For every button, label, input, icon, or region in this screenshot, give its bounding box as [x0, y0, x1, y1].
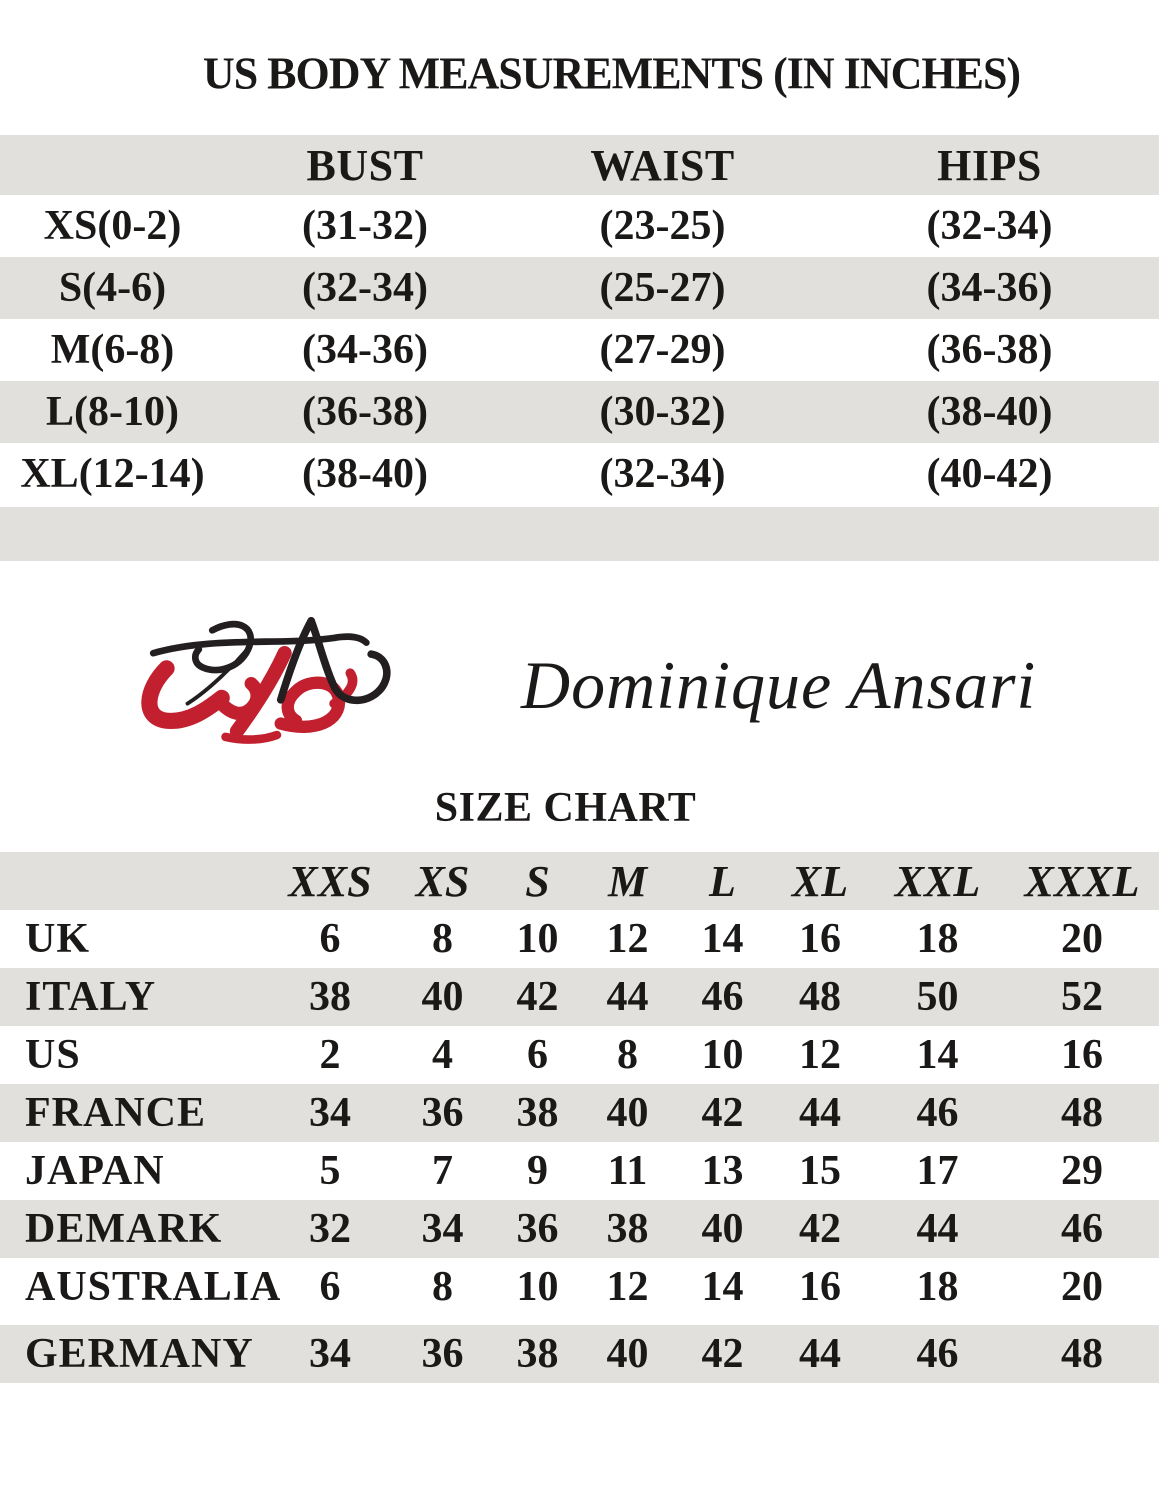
table-row-japan — [0, 1142, 1159, 1200]
value-cell: 16 — [799, 1264, 841, 1310]
value-cell: (32-34) — [599, 451, 726, 497]
value-cell: 40 — [606, 1331, 649, 1377]
value-cell: 18 — [916, 1264, 959, 1310]
value-cell: (40-42) — [926, 451, 1053, 497]
size-column-header: XL — [791, 856, 849, 906]
value-cell: 36 — [421, 1090, 464, 1136]
value-cell: 34 — [421, 1206, 464, 1252]
value-cell: 52 — [1061, 974, 1103, 1020]
value-cell: 12 — [606, 1264, 649, 1310]
row-label: L(8-10) — [46, 389, 179, 435]
value-cell: 8 — [432, 1264, 453, 1310]
international-size-table — [0, 852, 1159, 1383]
value-cell: 38 — [516, 1090, 559, 1136]
table-row — [0, 257, 1159, 319]
value-cell: 42 — [516, 974, 559, 1020]
us-measurements-table — [0, 135, 1159, 561]
value-cell: 10 — [516, 916, 559, 962]
table-spacer-band — [0, 507, 1159, 561]
value-cell: 7 — [432, 1148, 453, 1194]
table-row — [0, 381, 1159, 443]
value-cell: 46 — [701, 974, 744, 1020]
value-cell: 38 — [516, 1331, 559, 1377]
value-cell: 40 — [606, 1090, 649, 1136]
table-row-germany — [0, 1325, 1159, 1383]
table-row — [0, 443, 1159, 505]
measurements-title: US BODY MEASUREMENTS (IN INCHES) — [202, 48, 1021, 99]
size-column-header: XXXL — [1024, 856, 1140, 906]
size-column-header: XXS — [288, 856, 372, 906]
value-cell: 34 — [309, 1090, 351, 1136]
value-cell: 14 — [701, 916, 744, 962]
brand-header — [138, 603, 1159, 768]
value-cell: 46 — [1061, 1206, 1103, 1252]
value-cell: 42 — [701, 1331, 744, 1377]
country-label: UK — [25, 916, 90, 962]
value-cell: 9 — [527, 1148, 548, 1194]
value-cell: 42 — [799, 1206, 841, 1252]
value-cell: 34 — [309, 1331, 351, 1377]
value-cell: (34-36) — [926, 265, 1053, 311]
value-cell: 40 — [421, 974, 464, 1020]
value-cell: 29 — [1061, 1148, 1103, 1194]
column-header-waist: WAIST — [590, 140, 735, 190]
table-row-italy — [0, 968, 1159, 1026]
row-label: S(4-6) — [58, 265, 167, 311]
value-cell: 48 — [799, 974, 841, 1020]
size-column-header: M — [607, 856, 648, 906]
table-row-demark — [0, 1200, 1159, 1258]
value-cell: 10 — [701, 1032, 744, 1078]
value-cell: 6 — [319, 1264, 341, 1310]
country-label: US — [25, 1032, 81, 1078]
value-cell: 20 — [1061, 916, 1103, 962]
value-cell: (34-36) — [302, 327, 428, 373]
value-cell: 48 — [1061, 1331, 1103, 1377]
value-cell: (25-27) — [599, 265, 726, 311]
value-cell: 10 — [516, 1264, 559, 1310]
size-column-header: XS — [415, 856, 470, 906]
table-row-australia — [0, 1258, 1159, 1316]
value-cell: 16 — [799, 916, 841, 962]
value-cell: 38 — [606, 1206, 649, 1252]
value-cell: 50 — [916, 974, 959, 1020]
value-cell: 8 — [432, 916, 453, 962]
country-label: AUSTRALIA — [25, 1264, 282, 1310]
value-cell: 15 — [799, 1148, 841, 1194]
value-cell: (32-34) — [926, 203, 1053, 249]
value-cell: 44 — [799, 1331, 841, 1377]
brand-name: Dominique Ansari — [521, 647, 1037, 723]
column-header-bust: BUST — [306, 140, 424, 190]
value-cell: 8 — [617, 1032, 638, 1078]
country-label: JAPAN — [25, 1148, 165, 1194]
brand-logo-monogram-icon — [138, 605, 433, 767]
value-cell: 17 — [916, 1148, 959, 1194]
value-cell: 44 — [916, 1206, 959, 1252]
value-cell: 6 — [527, 1032, 548, 1078]
size-column-header: XXL — [894, 856, 981, 906]
value-cell: 20 — [1061, 1264, 1103, 1310]
size-column-header: L — [709, 856, 736, 906]
value-cell: 44 — [799, 1090, 841, 1136]
value-cell: 46 — [916, 1090, 959, 1136]
table-row-france — [0, 1084, 1159, 1142]
value-cell: (30-32) — [599, 389, 726, 435]
country-label: DEMARK — [25, 1206, 223, 1252]
value-cell: 48 — [1061, 1090, 1103, 1136]
value-cell: (31-32) — [302, 203, 428, 249]
value-cell: 42 — [701, 1090, 744, 1136]
country-label: ITALY — [25, 974, 157, 1020]
row-label: XS(0-2) — [43, 203, 182, 249]
size-header-row — [0, 852, 1159, 910]
column-header-hips: HIPS — [937, 140, 1042, 190]
value-cell: (23-25) — [599, 203, 726, 249]
value-cell: 14 — [916, 1032, 959, 1078]
size-chart-title: SIZE CHART — [434, 785, 697, 831]
value-cell: 11 — [607, 1148, 648, 1194]
value-cell: 4 — [432, 1032, 453, 1078]
country-label: FRANCE — [25, 1090, 206, 1136]
table-row — [0, 195, 1159, 257]
value-cell: 2 — [319, 1032, 341, 1078]
country-label: GERMANY — [25, 1331, 254, 1377]
row-label: M(6-8) — [50, 327, 175, 373]
size-column-header: S — [525, 856, 550, 906]
row-label: XL(12-14) — [20, 451, 205, 497]
value-cell: 44 — [606, 974, 649, 1020]
table-row — [0, 319, 1159, 381]
value-cell: 40 — [701, 1206, 744, 1252]
value-cell: 16 — [1061, 1032, 1103, 1078]
value-cell: 12 — [799, 1032, 841, 1078]
value-cell: 12 — [606, 916, 649, 962]
value-cell: 18 — [916, 916, 959, 962]
value-cell: 13 — [701, 1148, 744, 1194]
value-cell: (32-34) — [302, 265, 428, 311]
value-cell: 36 — [421, 1331, 464, 1377]
value-cell: (36-38) — [302, 389, 428, 435]
value-cell: 5 — [319, 1148, 341, 1194]
table-row-uk — [0, 910, 1159, 968]
value-cell: (38-40) — [926, 389, 1053, 435]
table-row-us — [0, 1026, 1159, 1084]
value-cell: 46 — [916, 1331, 959, 1377]
value-cell: 32 — [309, 1206, 351, 1252]
table-header-row — [0, 135, 1159, 195]
value-cell: (27-29) — [599, 327, 726, 373]
value-cell: 6 — [319, 916, 341, 962]
value-cell: (38-40) — [302, 451, 428, 497]
value-cell: (36-38) — [926, 327, 1053, 373]
value-cell: 36 — [516, 1206, 559, 1252]
value-cell: 14 — [701, 1264, 744, 1310]
value-cell: 38 — [309, 974, 351, 1020]
